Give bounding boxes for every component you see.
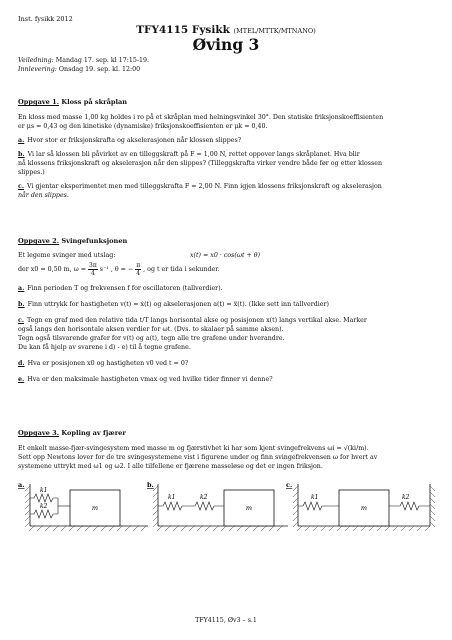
course-programs: (MTEL/MTTK/MTNANO) [233, 27, 316, 35]
task1-intro-2: er μs = 0,43 og den kinetiske (dynamiske) friksjonskoeffisienten er μk = 0,40. [18, 123, 268, 130]
task2-c: c. Tegn en graf med den relative tida t/T langs horisontal akse og posisjonen x(t) langs vertikal akse. Marker [18, 317, 367, 324]
delivery-line [18, 66, 140, 73]
task2-intro: Et legeme svinger med utslag: [18, 252, 116, 259]
task2-section [18, 237, 436, 384]
task1-c-2: når den slippes. [18, 192, 69, 199]
figure-a-k2-label: k2 [40, 503, 48, 510]
task2-b: b. Finn uttrykk for hastigheten v(t) = ẋ(t) og akselerasjonen a(t) = ẍ(t). (Ikke sett inn tallverdier) [18, 301, 329, 308]
task2-c-4: Du kan få hjelp av svarene i d) - e) til å tegne grafene. [18, 344, 191, 351]
figure-b-spring-k2 [190, 502, 224, 510]
figure-c [286, 481, 435, 531]
institute-label: Inst. fysikk 2012 [18, 15, 73, 23]
page-footer: TFY4115, Øv3 – s.1 [195, 617, 257, 624]
figure-a-label: a. [18, 481, 25, 489]
task1-section [18, 98, 436, 200]
task2-e: e. Hva er den maksimale hastigheten vmax og ved hvilke tider finner vi denne? [18, 376, 273, 383]
task2-params: der x0 = 0,50 m, ω = $\frac{3\pi}{4}$ s⁻¹ , θ = − $\frac{\pi}{4}$ , og t er tida i sekunder. [18, 261, 220, 277]
task3-p-1: Et enkelt masse-fjær-svingesystem med masse m og fjærstivhet ki har som kjent svingefrekvens ωi = √(ki/m). [18, 445, 369, 452]
theta-fraction: $\frac{\pi}{4}$ [136, 261, 141, 277]
figure-c-mass-label: m [360, 504, 368, 512]
task1-c: c. Vi gjentar eksperimentet men med tilleggskrafta F = 2,00 N. Finn igjen klossens friksjonskraft og akselerasjon [18, 183, 382, 190]
delivery-value: Onsdag 19. sep. kl. 12:00 [58, 66, 141, 73]
figure-a [18, 481, 148, 531]
task3-heading: Oppgave 3. Kopling av fjærer [18, 429, 126, 437]
task1-a: a. Hvor stor er friksjonskrafta og akselerasjonen når klossen slippes? [18, 137, 242, 144]
task1-b-2: nå klossens friksjonskraft og akselerasjon når den slippes? (Tilleggskrafta virker vendre både før og etter klossen [18, 160, 383, 167]
figure-c-k2-label: k2 [402, 494, 410, 501]
figure-a-k1-label: k1 [40, 487, 48, 494]
task2-heading: Oppgave 2. Svingefunksjonen [18, 237, 128, 245]
figure-c-k1-label: k1 [311, 494, 319, 501]
guidance-line [18, 57, 149, 64]
figure-a-spring-k1 [30, 494, 58, 502]
figure-b-label: b. [147, 481, 154, 489]
task1-heading: Oppgave 1. Kloss på skråplan [18, 98, 128, 106]
figure-a-mass-label: m [91, 504, 99, 512]
figure-a-spring-k2 [30, 510, 58, 518]
figure-c-spring-k2 [389, 502, 430, 510]
task3-section [18, 429, 436, 471]
task2-equation: x(t) = x0 · cos(ωt + θ) [190, 252, 261, 259]
task2-c-2: også langs den horisontale aksen verdier for ωt. (Dvs. to skalaer på samme aksen). [18, 326, 284, 333]
delivery-label: Innlevering: [18, 66, 57, 73]
figure-b-k1-label: k1 [168, 494, 176, 501]
task1-b: b. Vi lar så klossen bli påvirket av en tilleggskraft på F = 1,00 N, rettet oppover langs skråplanet. Hva blir [18, 151, 360, 158]
figure-b-mass-label: m [245, 504, 253, 512]
task2-d: d. Hva er posisjonen x0 og hastigheten v0 ved t = 0? [18, 360, 189, 367]
task2-a: a. Finn perioden T og frekvensen f for oscillatoren (tallverdier). [18, 285, 223, 292]
task1-intro-1: En kloss med masse 1,00 kg holdes i ro på et skråplan med helningsvinkel 30°. Den statiske friksjonskoeffisienten [18, 114, 384, 121]
spring-figures [18, 480, 436, 532]
omega-fraction: $\frac{3\pi}{4}$ [89, 261, 97, 277]
page-title: Øving 3 [192, 35, 260, 54]
task2-intro-line [18, 251, 436, 261]
figure-b-spring-k1 [158, 502, 190, 510]
task3-p-2: Sett opp Newtons lover for de tre svingesystemene vist i figurene under og finn svingefrekvensen ω for hvert av [18, 454, 378, 461]
task3-p-3: systemene uttrykt med ω1 og ω2. I alle tilfellene er fjærene masseløse og det er ingen friksjon. [18, 463, 323, 470]
task1-b-3: slippes.) [18, 169, 45, 176]
figure-c-spring-k1 [298, 502, 339, 510]
figure-b-k2-label: k2 [200, 494, 208, 501]
guidance-value: Mandag 17. sep. kl 17:15-19. [55, 57, 149, 64]
course-code: TFY4115 Fysikk [136, 24, 230, 36]
task2-c-3: Tegn også tilsvarende grafer for v(t) og a(t), tegn alle tre grafene under hverandre. [18, 335, 285, 342]
figure-b [147, 481, 288, 531]
figure-c-label: c. [286, 481, 293, 489]
guidance-label: Veiledning: [18, 57, 54, 64]
